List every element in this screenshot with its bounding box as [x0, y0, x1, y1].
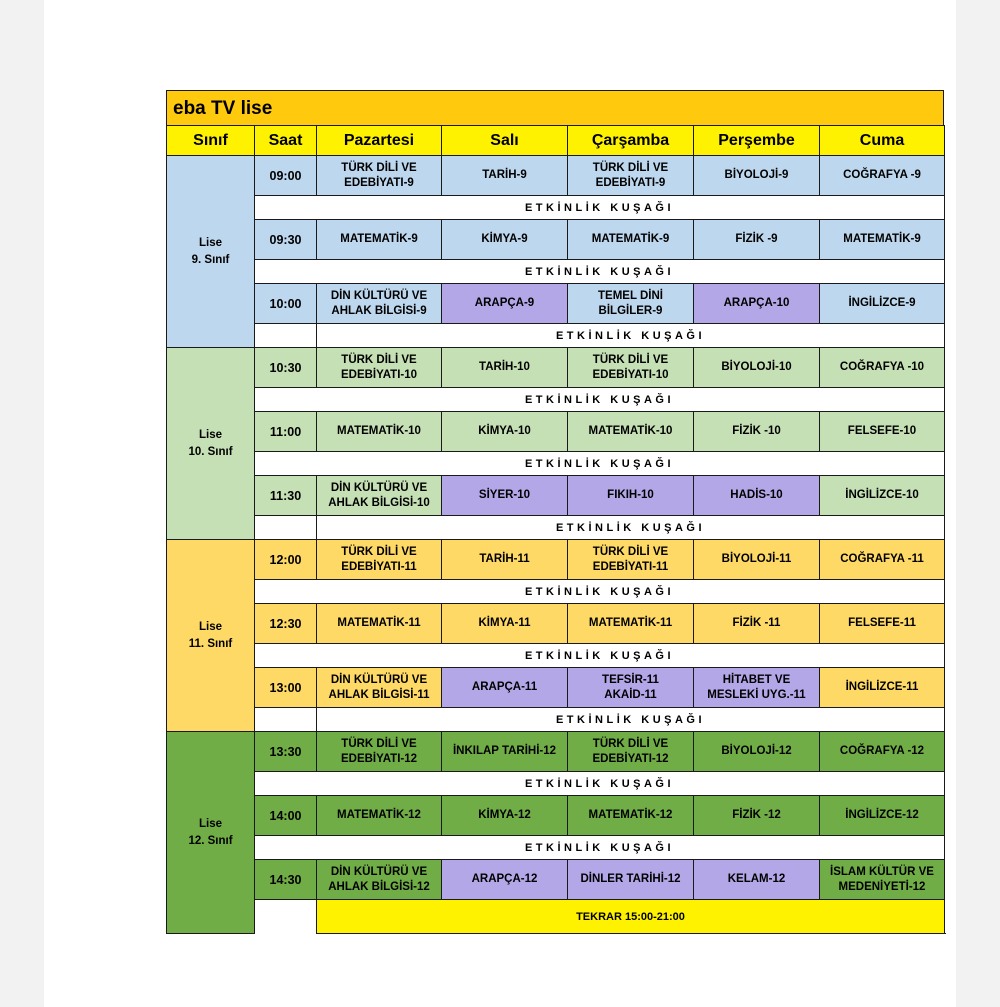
course-line1: FİZİK -9 — [735, 233, 778, 245]
header-wednesday: Çarşamba — [568, 126, 694, 156]
course-line2: MESLEKİ UYG.-11 — [707, 688, 806, 701]
course-cell-wednesday — [568, 348, 694, 388]
course-cell-thursday — [694, 476, 820, 516]
course-line1: İNKILAP TARİHİ-12 — [452, 745, 557, 757]
course-line1: COĞRAFYA -11 — [840, 553, 924, 565]
header-time: Saat — [255, 126, 317, 156]
course-cell-thursday — [694, 796, 820, 836]
course-cell-tuesday — [442, 860, 568, 900]
course-cell-thursday — [694, 604, 820, 644]
course-line2: EDEBİYATI-11 — [341, 560, 417, 573]
activity-band: ETKİNLİK KUŞAĞI — [255, 580, 945, 604]
course-cell-friday — [820, 284, 945, 324]
grade-gap — [255, 708, 317, 732]
course-line1: ARAPÇA-10 — [723, 297, 790, 309]
course-cell-monday — [317, 156, 442, 196]
course-line1: BİYOLOJİ-9 — [724, 169, 789, 181]
course-cell-wednesday — [568, 860, 694, 900]
course-line2: AHLAK BİLGİSİ-11 — [328, 688, 430, 701]
time-cell: 12:00 — [255, 540, 317, 580]
course-line1: HADİS-10 — [730, 489, 783, 501]
course-line1: DİN KÜLTÜRÜ VE — [330, 481, 428, 494]
schedule-row — [167, 476, 945, 516]
course-cell-friday — [820, 860, 945, 900]
course-line1: MATEMATİK-12 — [337, 809, 421, 821]
course-line1: FELSEFE-10 — [847, 425, 917, 437]
time-cell: 14:30 — [255, 860, 317, 900]
course-line1: MATEMATİK-10 — [588, 425, 673, 437]
grade-gap — [255, 324, 317, 348]
course-line2: BİLGİLER-9 — [598, 304, 663, 317]
activity-row — [167, 388, 945, 412]
course-line1: İSLAM KÜLTÜR VE — [830, 865, 934, 878]
course-cell-monday — [317, 540, 442, 580]
course-line1: TÜRK DİLİ VE — [592, 161, 669, 174]
grade-gap — [255, 516, 317, 540]
course-cell-thursday — [694, 412, 820, 452]
schedule-table — [166, 125, 945, 934]
course-line1: MATEMATİK-9 — [340, 233, 418, 245]
course-line1: COĞRAFYA -10 — [839, 361, 925, 373]
course-cell-monday — [317, 412, 442, 452]
course-cell-thursday — [694, 220, 820, 260]
course-cell-tuesday — [442, 284, 568, 324]
course-line1: İNGİLİZCE-12 — [845, 809, 919, 821]
course-cell-thursday — [694, 668, 820, 708]
course-line1: TÜRK DİLİ VE — [341, 353, 417, 366]
course-line1: DİN KÜLTÜRÜ VE — [330, 865, 428, 878]
grade-label — [167, 156, 255, 348]
course-line2: AKAİD-11 — [604, 688, 657, 701]
course-line1: ARAPÇA-9 — [474, 297, 535, 309]
course-cell-wednesday — [568, 732, 694, 772]
header-monday: Pazartesi — [317, 126, 442, 156]
course-cell-monday — [317, 220, 442, 260]
course-line1: FİZİK -10 — [732, 425, 781, 437]
course-cell-friday — [820, 412, 945, 452]
grade-label — [167, 540, 255, 732]
time-cell: 12:30 — [255, 604, 317, 644]
activity-band: ETKİNLİK KUŞAĞI — [255, 452, 945, 476]
header-row — [167, 126, 945, 156]
course-cell-tuesday — [442, 668, 568, 708]
time-cell: 09:00 — [255, 156, 317, 196]
course-line1: ARAPÇA-11 — [471, 681, 538, 693]
time-cell: 10:00 — [255, 284, 317, 324]
activity-band: ETKİNLİK KUŞAĞI — [255, 260, 945, 284]
activity-row — [167, 836, 945, 860]
course-line1: KELAM-12 — [727, 873, 786, 885]
schedule-row — [167, 796, 945, 836]
time-cell: 13:00 — [255, 668, 317, 708]
course-cell-wednesday — [568, 156, 694, 196]
course-line2: EDEBİYATI-12 — [592, 752, 669, 765]
activity-band: ETKİNLİK KUŞAĞI — [255, 388, 945, 412]
schedule-row — [167, 860, 945, 900]
grade-label-line1: Lise — [198, 236, 222, 249]
time-cell: 14:00 — [255, 796, 317, 836]
course-line1: MATEMATİK-9 — [591, 233, 670, 245]
course-cell-wednesday — [568, 604, 694, 644]
course-line2: EDEBİYATI-10 — [592, 368, 669, 381]
schedule-row — [167, 284, 945, 324]
course-cell-friday — [820, 796, 945, 836]
course-cell-monday — [317, 476, 442, 516]
course-cell-monday — [317, 668, 442, 708]
grade-label-line1: Lise — [198, 817, 222, 830]
course-line1: TÜRK DİLİ VE — [341, 737, 417, 750]
course-line1: KİMYA-12 — [478, 809, 531, 821]
course-line1: KİMYA-9 — [481, 233, 528, 245]
course-line2: MEDENİYETİ-12 — [838, 880, 926, 893]
grade-label-line2: 9. Sınıf — [191, 253, 230, 266]
course-cell-wednesday — [568, 220, 694, 260]
course-line2: EDEBİYATI-10 — [340, 368, 418, 381]
course-cell-friday — [820, 220, 945, 260]
course-line1: BİYOLOJİ-12 — [721, 745, 792, 757]
header-class: Sınıf — [167, 126, 255, 156]
course-line1: TARİH-11 — [479, 553, 530, 565]
activity-row — [167, 708, 945, 732]
activity-row — [167, 580, 945, 604]
activity-band: ETKİNLİK KUŞAĞI — [255, 772, 945, 796]
grade-label — [167, 732, 255, 934]
activity-band: ETKİNLİK KUŞAĞI — [255, 644, 945, 668]
course-line1: TÜRK DİLİ VE — [592, 545, 669, 558]
repeat-time-banner: TEKRAR 15:00-21:00 — [317, 900, 945, 934]
course-cell-tuesday — [442, 796, 568, 836]
course-line1: DİN KÜLTÜRÜ VE — [330, 289, 428, 302]
activity-row — [167, 516, 945, 540]
course-line1: ARAPÇA-12 — [471, 873, 538, 885]
course-line1: COĞRAFYA -12 — [839, 745, 925, 757]
course-cell-friday — [820, 732, 945, 772]
course-cell-friday — [820, 156, 945, 196]
header-friday: Cuma — [820, 126, 945, 156]
course-line1: İNGİLİZCE-11 — [845, 681, 919, 693]
course-cell-wednesday — [568, 540, 694, 580]
course-cell-wednesday — [568, 476, 694, 516]
activity-band: ETKİNLİK KUŞAĞI — [255, 196, 945, 220]
activity-row — [167, 196, 945, 220]
course-line1: KİMYA-10 — [478, 425, 531, 437]
course-line2: EDEBİYATI-12 — [340, 752, 418, 765]
schedule-row — [167, 732, 945, 772]
course-line2: AHLAK BİLGİSİ-9 — [331, 304, 427, 317]
course-cell-tuesday — [442, 476, 568, 516]
course-cell-tuesday — [442, 220, 568, 260]
course-cell-wednesday — [568, 668, 694, 708]
course-cell-friday — [820, 668, 945, 708]
course-cell-friday — [820, 604, 945, 644]
course-line1: TÜRK DİLİ VE — [592, 353, 669, 366]
course-cell-monday — [317, 604, 442, 644]
course-cell-tuesday — [442, 412, 568, 452]
course-line2: AHLAK BİLGİSİ-10 — [328, 496, 430, 509]
course-cell-tuesday — [442, 348, 568, 388]
time-cell: 11:30 — [255, 476, 317, 516]
course-line1: BİYOLOJİ-11 — [721, 553, 792, 565]
course-line1: TÜRK DİLİ VE — [341, 161, 417, 174]
repeat-row — [167, 900, 945, 934]
course-line1: MATEMATİK-11 — [337, 617, 421, 629]
course-line1: BİYOLOJİ-10 — [721, 361, 792, 373]
grade-label — [167, 348, 255, 540]
course-line1: FIKIH-10 — [607, 489, 654, 501]
time-cell: 10:30 — [255, 348, 317, 388]
schedule-row — [167, 156, 945, 196]
activity-row — [167, 260, 945, 284]
course-line1: MATEMATİK-9 — [843, 233, 921, 245]
course-line1: FELSEFE-11 — [848, 617, 916, 629]
footer-gap — [255, 900, 317, 934]
page — [44, 0, 956, 1007]
course-cell-wednesday — [568, 284, 694, 324]
schedule-row — [167, 220, 945, 260]
course-line1: İNGİLİZCE-9 — [848, 297, 916, 309]
course-line1: İNGİLİZCE-10 — [845, 489, 919, 501]
schedule-sheet — [166, 90, 944, 934]
course-line1: TEFSİR-11 — [602, 673, 659, 686]
course-line2: EDEBİYATI-9 — [344, 176, 414, 189]
course-cell-tuesday — [442, 732, 568, 772]
grade-label-line1: Lise — [198, 620, 222, 633]
course-cell-monday — [317, 796, 442, 836]
course-line1: MATEMATİK-12 — [588, 809, 673, 821]
course-line1: TARİH-9 — [482, 169, 527, 181]
grade-label-line2: 12. Sınıf — [188, 834, 233, 847]
course-cell-wednesday — [568, 796, 694, 836]
course-line1: TÜRK DİLİ VE — [341, 545, 417, 558]
course-line2: AHLAK BİLGİSİ-12 — [328, 880, 430, 893]
course-line1: COĞRAFYA -9 — [843, 169, 921, 181]
course-cell-wednesday — [568, 412, 694, 452]
schedule-row — [167, 412, 945, 452]
grade-label-line2: 10. Sınıf — [188, 445, 233, 458]
activity-band: ETKİNLİK KUŞAĞI — [255, 836, 945, 860]
course-cell-friday — [820, 476, 945, 516]
course-line1: SİYER-10 — [478, 489, 531, 501]
course-line1: MATEMATİK-10 — [337, 425, 421, 437]
activity-row — [167, 324, 945, 348]
course-line1: DİNLER TARİHİ-12 — [580, 873, 681, 885]
course-cell-monday — [317, 284, 442, 324]
course-line1: TARİH-10 — [479, 361, 530, 373]
course-cell-tuesday — [442, 604, 568, 644]
course-cell-tuesday — [442, 156, 568, 196]
course-line1: KİMYA-11 — [478, 617, 531, 629]
course-line2: EDEBİYATI-9 — [595, 176, 666, 189]
course-line2: EDEBİYATI-11 — [592, 560, 669, 573]
course-cell-thursday — [694, 732, 820, 772]
course-line1: TEMEL DİNİ — [598, 289, 663, 302]
header-tuesday: Salı — [442, 126, 568, 156]
activity-band: ETKİNLİK KUŞAĞI — [317, 516, 945, 540]
activity-row — [167, 452, 945, 476]
activity-row — [167, 772, 945, 796]
grade-label-line1: Lise — [198, 428, 222, 441]
course-cell-thursday — [694, 348, 820, 388]
course-line1: HİTABET VE — [722, 673, 791, 686]
activity-band: ETKİNLİK KUŞAĞI — [317, 324, 945, 348]
schedule-row — [167, 604, 945, 644]
course-cell-friday — [820, 540, 945, 580]
course-line1: DİN KÜLTÜRÜ VE — [330, 673, 428, 686]
course-cell-monday — [317, 348, 442, 388]
course-cell-thursday — [694, 156, 820, 196]
course-line1: TÜRK DİLİ VE — [592, 737, 669, 750]
schedule-row — [167, 348, 945, 388]
time-cell: 13:30 — [255, 732, 317, 772]
activity-row — [167, 644, 945, 668]
course-cell-monday — [317, 860, 442, 900]
schedule-title: eba TV lise — [166, 90, 944, 125]
course-cell-thursday — [694, 860, 820, 900]
activity-band: ETKİNLİK KUŞAĞI — [317, 708, 945, 732]
course-line1: FİZİK -12 — [732, 809, 781, 821]
time-cell: 11:00 — [255, 412, 317, 452]
grade-label-line2: 11. Sınıf — [188, 637, 233, 650]
schedule-row — [167, 540, 945, 580]
course-cell-tuesday — [442, 540, 568, 580]
course-line1: MATEMATİK-11 — [588, 617, 673, 629]
course-cell-friday — [820, 348, 945, 388]
course-line1: FİZİK -11 — [732, 617, 781, 629]
course-cell-thursday — [694, 284, 820, 324]
schedule-row — [167, 668, 945, 708]
course-cell-monday — [317, 732, 442, 772]
header-thursday: Perşembe — [694, 126, 820, 156]
course-cell-thursday — [694, 540, 820, 580]
time-cell: 09:30 — [255, 220, 317, 260]
